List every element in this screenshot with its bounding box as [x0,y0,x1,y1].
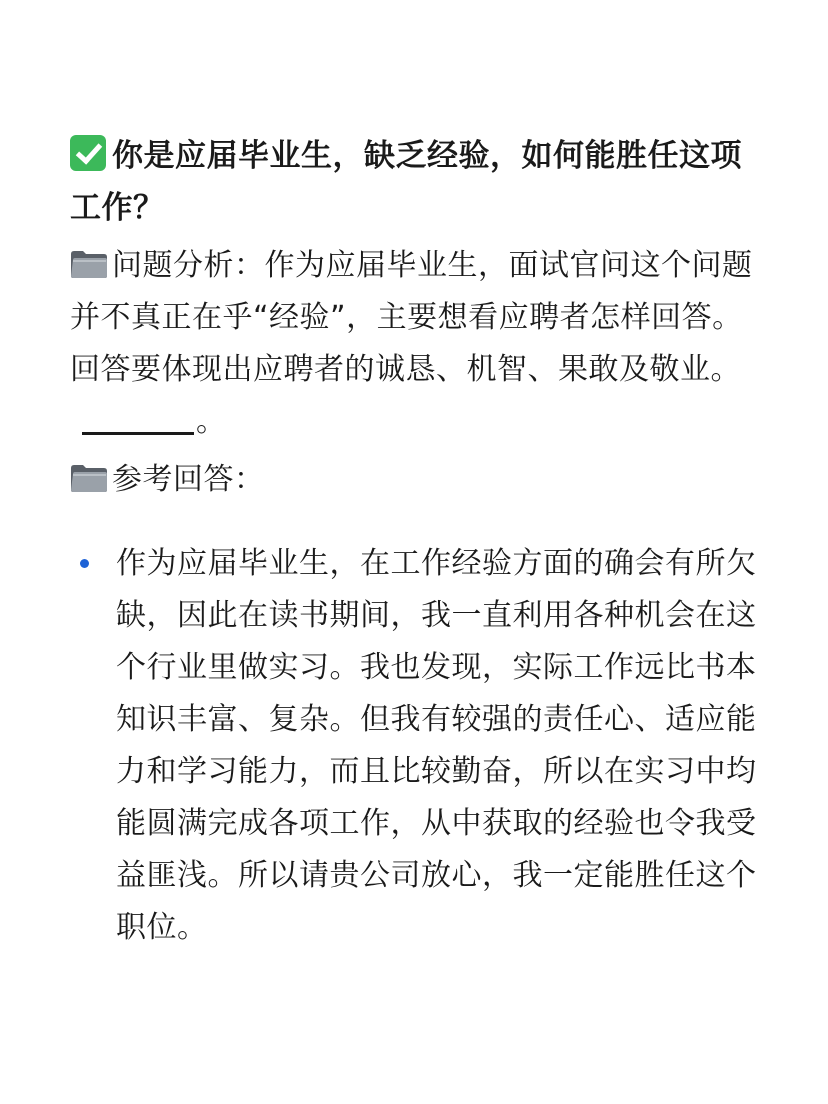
analysis-end: 。 [196,404,227,439]
folder-icon [70,463,108,493]
answer-text: 作为应届毕业生，在工作经验方面的确会有所欠缺，因此在读书期间，我一直利用各种机会在这个行业里做实习。我也发现，实际工作远比书本知识丰富、复杂。但我有较强的责任心、适应能力和学习能力，而且比较勤奋，所以在实习中均能圆满完成各项工作，从中获取的经验也令我受益匪浅。所以请贵公司放心，我一定能胜任这个职位。 [116,546,757,945]
bullet-icon [80,559,89,568]
document-page [70,130,760,954]
analysis-text: 问题分析：作为应届毕业生，面试官问这个问题并不真正在乎“经验”，主要想看应聘者怎样回答。回答要体现出应聘者的诚恳、机智、果敢及敬业。 [70,248,753,387]
question-title: 你是应届毕业生，缺乏经验，如何能胜任这项工作？ [70,138,742,226]
folder-icon [70,249,108,279]
question-heading [70,130,760,234]
reference-heading [70,454,760,506]
analysis-paragraph [70,240,760,448]
reference-label: 参考回答： [112,462,265,497]
list-item [70,538,760,954]
answer-list [70,538,760,954]
check-mark-icon [70,135,106,171]
fill-in-blank [82,404,194,435]
